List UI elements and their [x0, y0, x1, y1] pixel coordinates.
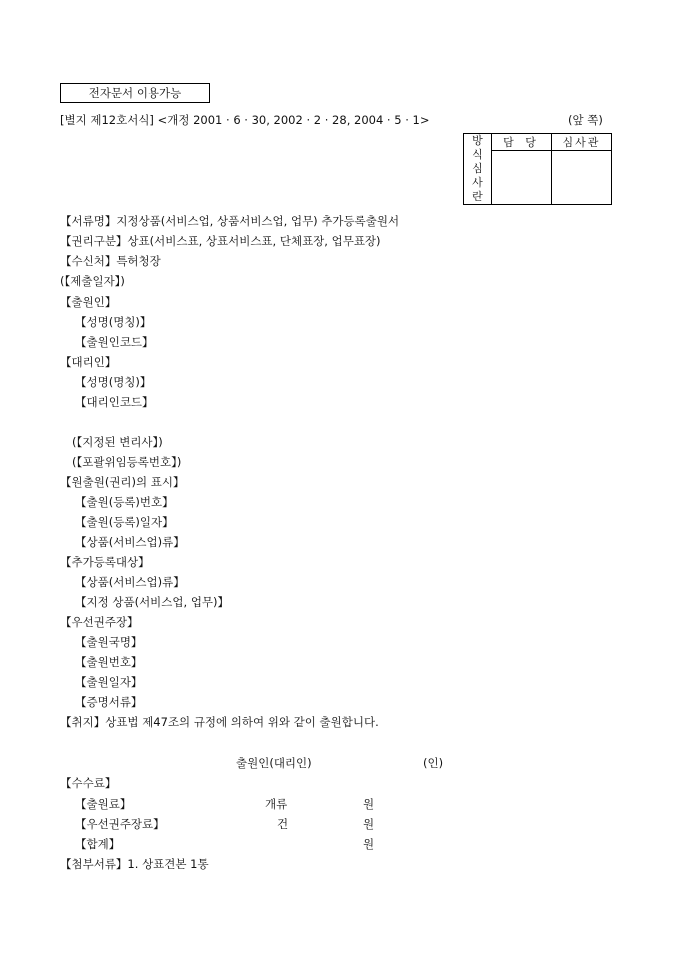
- fees-title: 【수수료】: [60, 776, 117, 790]
- designated-attorney-line: (【지정된 변리사】): [72, 435, 163, 449]
- review-officer-cell: [492, 151, 552, 205]
- purpose-line: 【취지】상표법 제47조의 규정에 의하여 위와 같이 출원합니다.: [60, 715, 379, 729]
- fee-priority-label: 【우선권주장료】: [75, 817, 165, 831]
- pri-country-line: 【출원국명】: [75, 635, 143, 649]
- add-class-line: 【상품(서비스업)류】: [75, 575, 185, 589]
- orig-number-line: 【출원(등록)번호】: [75, 495, 174, 509]
- fee-total-currency: 원: [363, 837, 375, 851]
- applicant-code-line: 【출원인코드】: [75, 335, 154, 349]
- agent-name-line: 【성명(명칭)】: [75, 375, 152, 389]
- applicant-line: 【출원인】: [60, 295, 117, 309]
- applicant-name-line: 【성명(명칭)】: [75, 315, 152, 329]
- submit-date-line: (【제출일자】): [60, 274, 125, 288]
- review-side-label: 방식심사란: [464, 134, 492, 205]
- fee-application-label: 【출원료】: [75, 797, 132, 811]
- form-reference: [별지 제12호서식] <개정 2001 · 6 · 30, 2002 · 2 · 28, 2004 · 5 · 1>: [60, 113, 430, 127]
- doc-name-line: 【서류명】지정상품(서비스업, 상품서비스업, 업무) 추가등록출원서: [60, 214, 400, 228]
- add-designated-line: 【지정 상품(서비스업, 업무)】: [75, 595, 230, 609]
- pri-number-line: 【출원번호】: [75, 655, 143, 669]
- fee-total-label: 【합계】: [75, 837, 121, 851]
- review-col-officer: 담 당: [492, 134, 552, 151]
- original-app-line: 【원출원(권리)의 표시】: [60, 475, 185, 489]
- signature-label: 출원인(대리인): [236, 756, 312, 770]
- orig-date-line: 【출원(등록)일자】: [75, 515, 174, 529]
- pri-date-line: 【출원일자】: [75, 675, 143, 689]
- signature-seal: (인): [423, 756, 444, 770]
- review-box: [463, 133, 612, 205]
- fee-application-currency: 원: [363, 797, 375, 811]
- pri-docs-line: 【증명서류】: [75, 695, 143, 709]
- fee-priority-unit: 건: [277, 817, 289, 831]
- agent-code-line: 【대리인코드】: [75, 395, 154, 409]
- attachments-line: 【첨부서류】1. 상표견본 1통: [60, 857, 209, 871]
- recipient-line: 【수신처】특허청장: [60, 254, 161, 268]
- page-side-label: (앞 쪽): [568, 113, 603, 127]
- additional-reg-line: 【추가등록대상】: [60, 555, 150, 569]
- review-examiner-cell: [552, 151, 612, 205]
- review-col-examiner: 심사관: [552, 134, 612, 151]
- orig-class-line: 【상품(서비스업)류】: [75, 535, 185, 549]
- fee-priority-currency: 원: [363, 817, 375, 831]
- right-type-line: 【권리구분】상표(서비스표, 상표서비스표, 단체표장, 업무표장): [60, 234, 381, 248]
- agent-line: 【대리인】: [60, 355, 117, 369]
- fee-application-unit: 개류: [265, 797, 288, 811]
- priority-claim-line: 【우선권주장】: [60, 615, 139, 629]
- general-power-line: (【포괄위임등록번호】): [72, 455, 182, 469]
- electronic-document-label: 전자문서 이용가능: [60, 83, 210, 103]
